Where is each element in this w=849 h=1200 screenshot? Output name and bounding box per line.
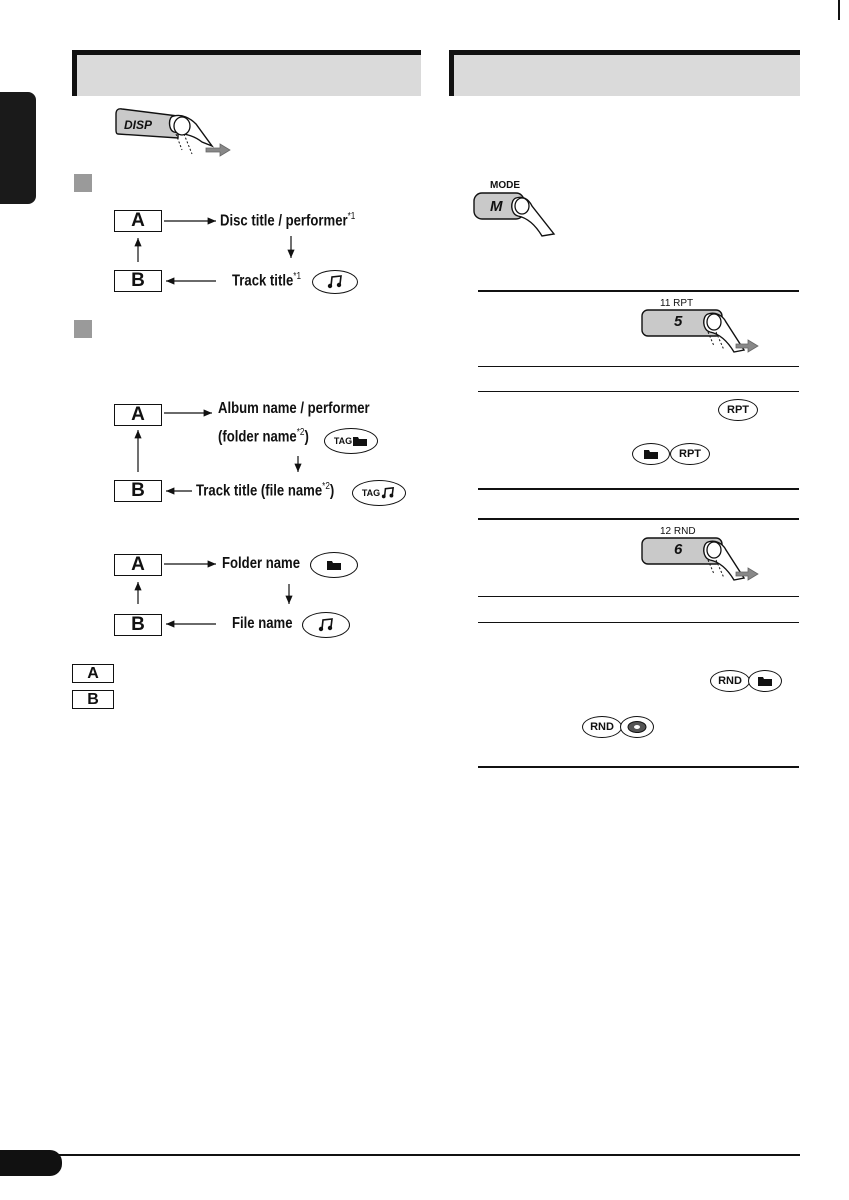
- file-name-label: File name: [232, 615, 293, 632]
- disp-button-label: DISP: [124, 118, 153, 132]
- folder-name-tag-label: (folder name$^{*2}$): [218, 427, 309, 446]
- footer-rule: [0, 1154, 800, 1156]
- legend-a: A: [72, 664, 114, 683]
- random-key-label: 6: [674, 541, 683, 558]
- legend-b: B: [72, 690, 114, 709]
- disc-title-label: Disc title / performer$^{*1}$: [220, 211, 356, 230]
- table-rule: [478, 488, 799, 490]
- rnd-indicator: RND: [710, 670, 750, 692]
- tag-badge: TAG: [333, 436, 353, 446]
- rnd-indicator: RND: [582, 716, 622, 738]
- folder-indicator: [748, 670, 782, 692]
- folder-indicator: [310, 552, 358, 578]
- folder-icon: [326, 559, 342, 571]
- repeat-key-icon: [636, 298, 766, 358]
- nontag-box-a: A: [114, 554, 162, 576]
- track-title-label: Track title$^{*1}$: [232, 271, 302, 290]
- file-note-indicator: [302, 612, 350, 638]
- mode-button-label: M: [490, 198, 503, 215]
- table-rule: [478, 622, 799, 623]
- cd-box-b: B: [114, 270, 162, 292]
- rpt-indicator: RPT: [670, 443, 710, 465]
- table-rule: [478, 290, 799, 292]
- table-rule: [478, 766, 799, 768]
- table-rule: [478, 366, 799, 367]
- mode-button: [470, 178, 560, 238]
- tag-badge: TAG: [361, 488, 381, 498]
- table-rule: [478, 518, 799, 520]
- random-key-caption: 12 RND: [660, 526, 696, 537]
- cd-box-a: A: [114, 210, 162, 232]
- table-rule: [478, 596, 799, 597]
- tag-folder-indicator: [324, 428, 378, 454]
- music-note-icon: [380, 487, 396, 499]
- random-key: [636, 526, 766, 586]
- disc-indicator: [620, 716, 654, 738]
- repeat-key-caption: 11 RPT: [660, 298, 694, 309]
- table-rule: [478, 391, 799, 392]
- nontag-box-b: B: [114, 614, 162, 636]
- music-note-icon: [317, 618, 335, 632]
- tag-track-title-label: Track title (file name$^{*2}$): [196, 481, 335, 500]
- folder-icon: [757, 675, 773, 687]
- disc-icon: [627, 720, 647, 734]
- folder-icon: [643, 448, 659, 460]
- tag-box-b: B: [114, 480, 162, 502]
- rpt-indicator: RPT: [718, 399, 758, 421]
- album-name-label: Album name / performer: [218, 400, 370, 417]
- random-key-icon: [636, 526, 766, 586]
- tag-box-a: A: [114, 404, 162, 426]
- tag-note-indicator: [352, 480, 406, 506]
- section-marker-mp3: [74, 320, 92, 338]
- folder-icon: [352, 435, 368, 447]
- repeat-key: [636, 298, 766, 358]
- folder-indicator: [632, 443, 670, 465]
- repeat-key-label: 5: [674, 313, 683, 330]
- folder-name-label: Folder name: [222, 555, 301, 572]
- page-number-tab: [0, 1150, 62, 1176]
- mode-button-caption: MODE: [490, 180, 520, 191]
